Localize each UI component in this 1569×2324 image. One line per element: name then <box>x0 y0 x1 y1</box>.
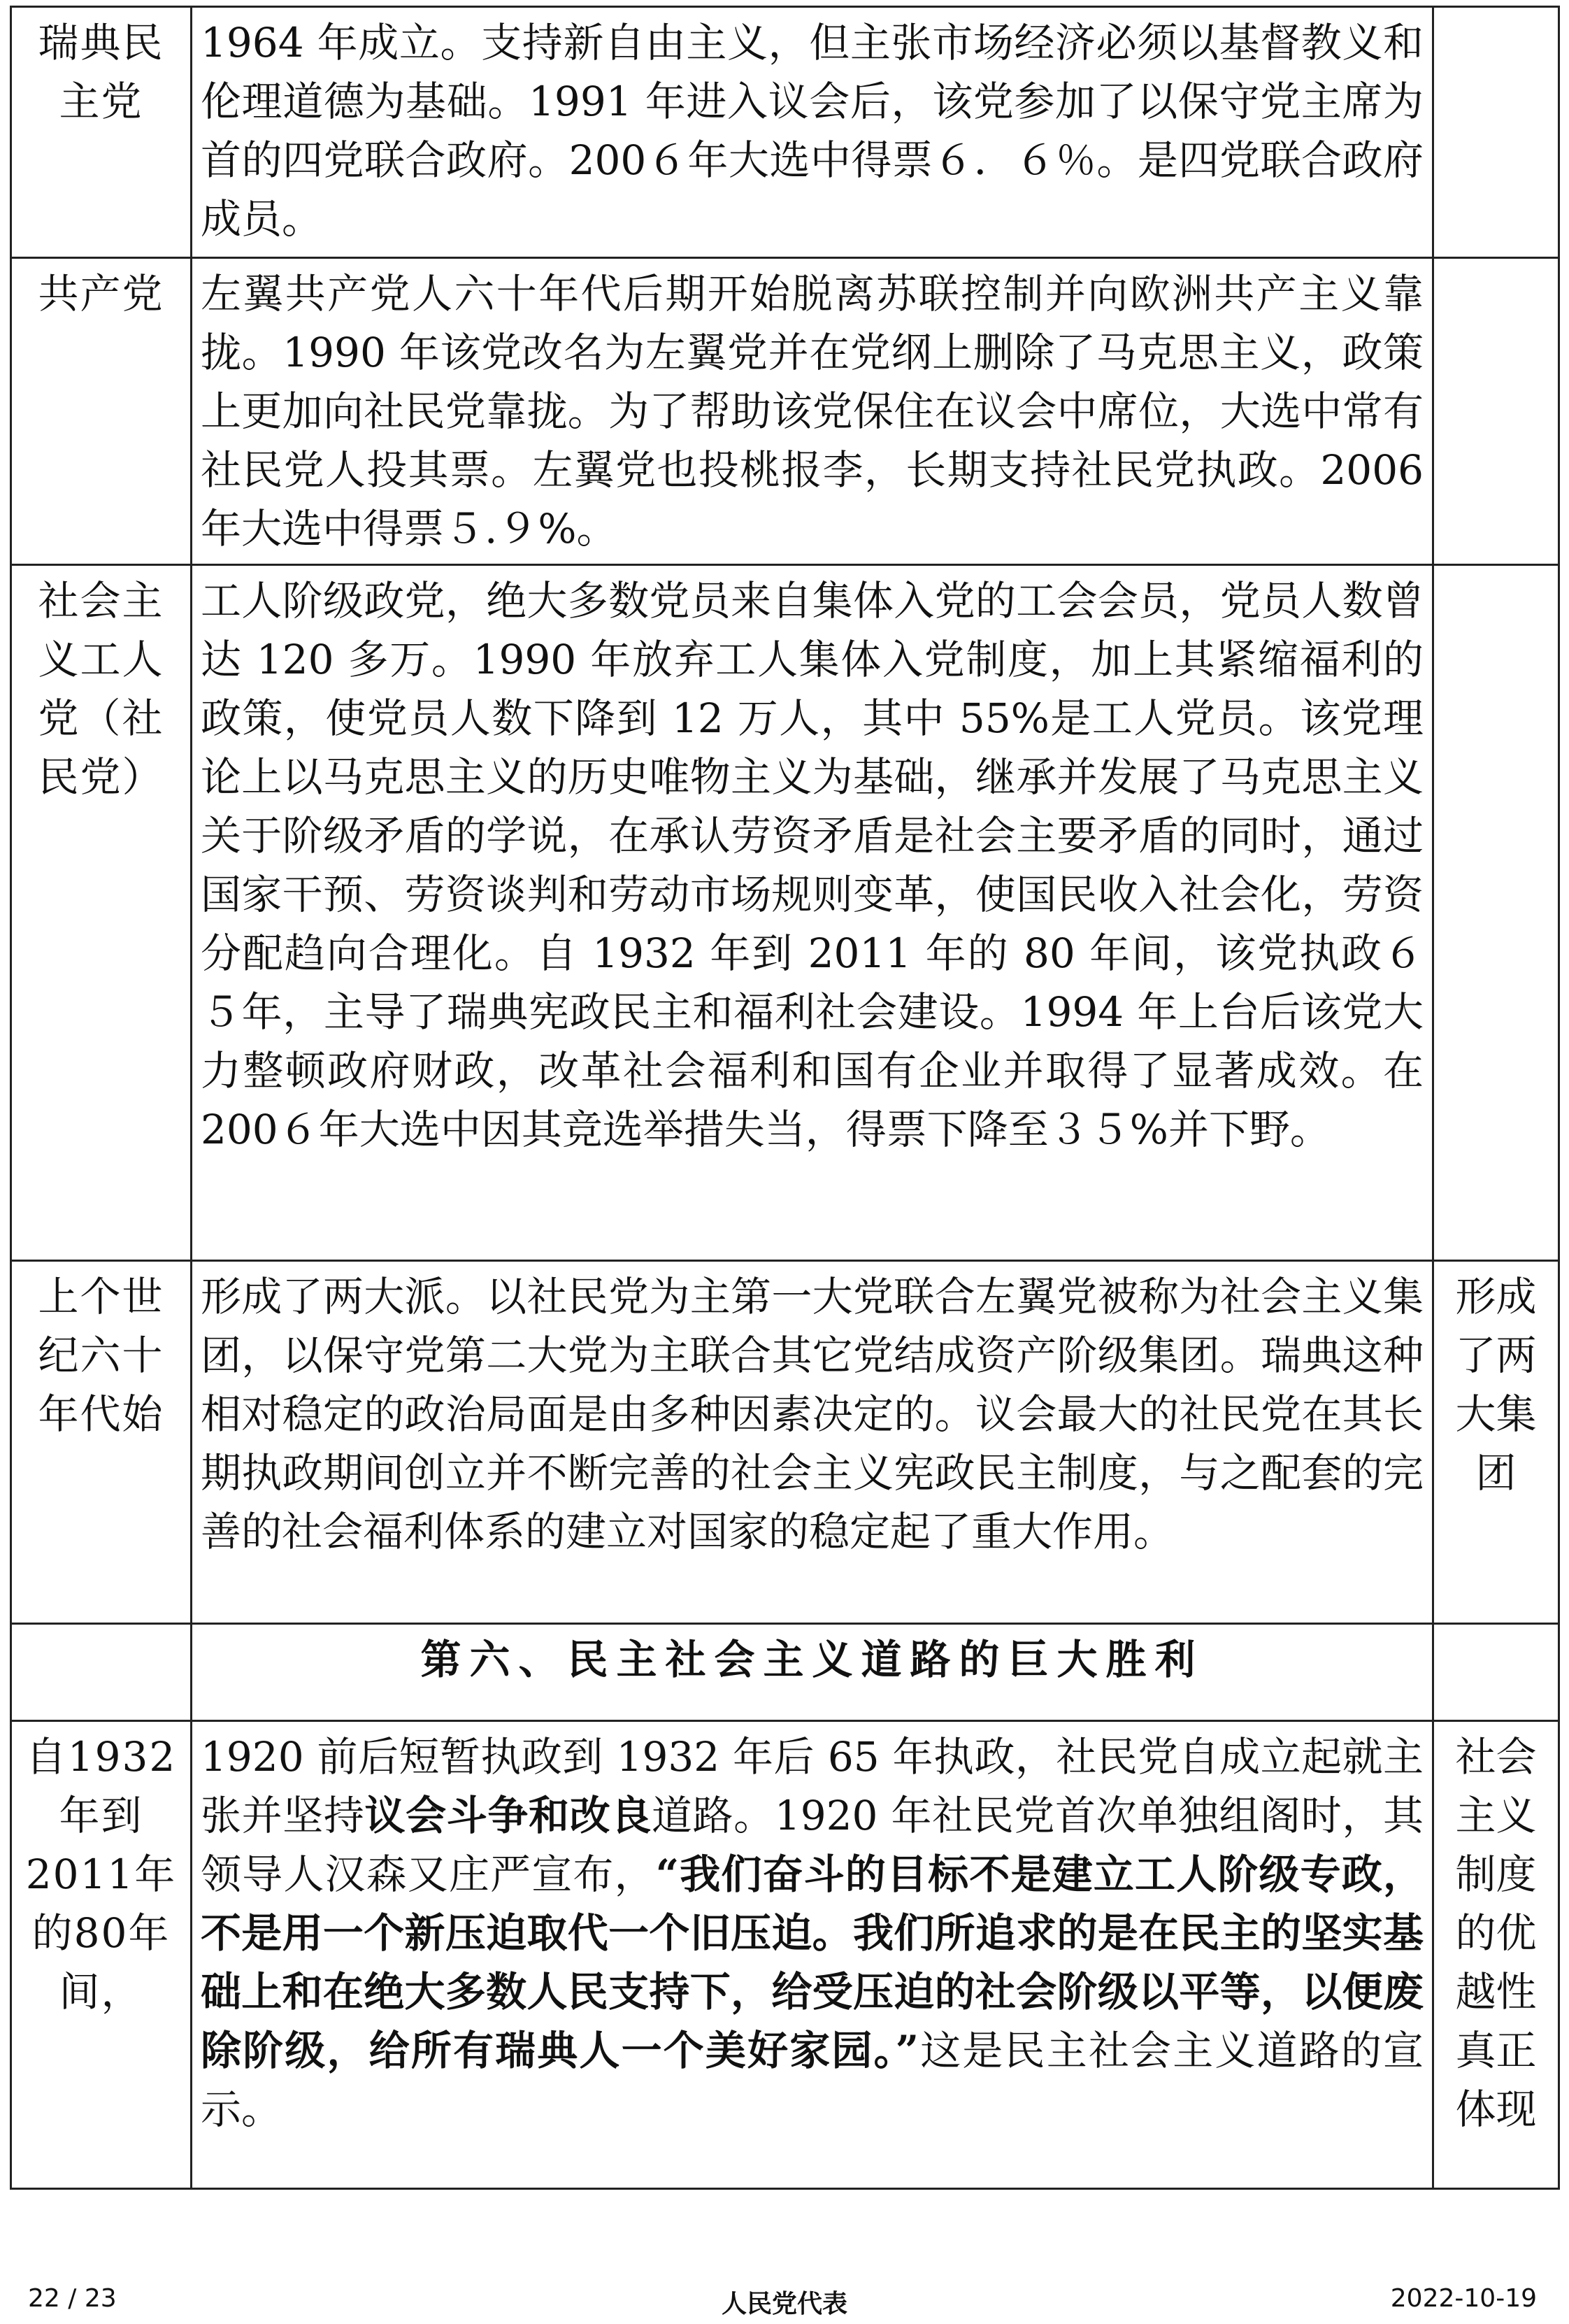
table-row <box>11 565 1559 1261</box>
row-side-note: 形成了两大集团 <box>1433 1261 1559 1624</box>
row-side-note <box>1433 258 1559 565</box>
section-heading-row <box>11 1624 1559 1721</box>
row-content: 左翼共产党人六十年代后期开始脱离苏联控制并向欧洲共产主义靠拢。1990 年该党改名为左翼党并在党纲上删除了马克思主义，政策上更加向社民党靠拢。为了帮助该党保住在议会中席位，大选中常有社民党人投其票。左翼党也投桃报李，长期支持社民党执政。2006 年大选中得票５.９%。 <box>192 258 1433 565</box>
row-label: 上个世纪六十年代始 <box>11 1261 192 1624</box>
row-content: 1964 年成立。支持新自由主义，但主张市场经济必须以基督教义和伦理道德为基础。1991 年进入议会后，该党参加了以保守党主席为首的四党联合政府。200６年大选中得票６．６％。是四党联合政府成员。 <box>192 7 1433 258</box>
row-label: 瑞典民主党 <box>11 7 192 258</box>
empty-cell <box>1433 1624 1559 1721</box>
party-table <box>10 6 1560 2190</box>
content-bold: 议会斗争和改良 <box>364 1792 652 1839</box>
table-row <box>11 7 1559 258</box>
row-side-note <box>1433 565 1559 1261</box>
row-side-note: 社会主义制度的优越性真正体现 <box>1433 1721 1559 2189</box>
row-content <box>192 1721 1433 2189</box>
content-text: 道路。1920 年社民党首次单独组阁时，其领导人汉森又庄严宣布， <box>201 1792 1424 1898</box>
content-text: 这是民主社会主义道路的宣示。 <box>201 2027 1424 2133</box>
row-label: 共产党 <box>11 258 192 565</box>
table-row <box>11 258 1559 565</box>
empty-cell <box>11 1624 192 1721</box>
table-row <box>11 1261 1559 1624</box>
table-row <box>11 1721 1559 2189</box>
footer-title: 人民党代表 <box>721 2289 847 2318</box>
footer-date: 2022-10-19 <box>1390 2284 1537 2313</box>
row-content: 工人阶级政党，绝大多数党员来自集体入党的工会会员，党员人数曾达 120 多万。1990 年放弃工人集体入党制度，加上其紧缩福利的政策，使党员人数下降到 12 万人，其中 55%是工人党员。该党理论上以马克思主义的历史唯物主义为基础，继承并发展了马克思主义关于阶级矛盾的学说，在承认劳资矛盾是社会主要矛盾的同时，通过国家干预、劳资谈判和劳动市场规则变革，使国民收入社会化，劳资分配趋向合理化。自 1932 年到 2011 年的 80 年间，该党执政６５年，主导了瑞典宪政民主和福利社会建设。1994 年上台后该党大力整顿政府财政，改革社会福利和国有企业并取得了显著成效。在 200６年大选中因其竞选举措失当，得票下降至３５%并下野。 <box>192 565 1433 1261</box>
content-bold-quote: “我们奋斗的目标不是建立工人阶级专政，不是用一个新压迫取代一个旧压迫。我们所追求的是在民主的坚实基础上和在绝大多数人民支持下，给受压迫的社会阶级以平等，以便废除阶级，给所有瑞典人一个美好家园。” <box>201 1851 1424 2074</box>
page-footer <box>0 2284 1569 2319</box>
content-text: 1920 前后短暂执政到 1932 年后 65 年执政，社民党自成立起就主张并坚持 <box>201 1733 1424 1839</box>
row-label: 自1932年到2011年的80年间， <box>11 1721 192 2189</box>
row-label: 社会主义工人党（社民党） <box>11 565 192 1261</box>
row-side-note <box>1433 7 1559 258</box>
page-number: 22 / 23 <box>28 2284 117 2313</box>
section-heading: 第六、民主社会主义道路的巨大胜利 <box>192 1624 1433 1721</box>
row-content: 形成了两大派。以社民党为主第一大党联合左翼党被称为社会主义集团，以保守党第二大党为主联合其它党结成资产阶级集团。瑞典这种相对稳定的政治局面是由多种因素决定的。议会最大的社民党在其长期执政期间创立并不断完善的社会主义宪政民主制度，与之配套的完善的社会福利体系的建立对国家的稳定起了重大作用。 <box>192 1261 1433 1624</box>
